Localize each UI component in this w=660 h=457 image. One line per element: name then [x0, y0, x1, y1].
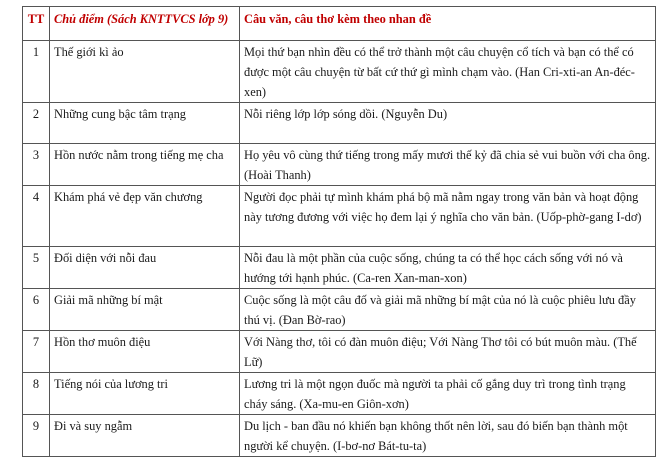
row-quote-text: Người đọc phải tự mình khám phá bộ mã nằm ngay trong văn bản và hoạt động này tương đương với việc họ đem lại ý nghĩa cho văn bản. (Uốp-phờ-gang I-dơ) — [244, 190, 642, 224]
row-number — [23, 331, 50, 373]
row-theme-text: Đi và suy ngẫm — [54, 419, 133, 433]
row-quote-text: Cuộc sống là một câu đố và giải mã những bí mật của nó là cuộc phiêu lưu đầy thú vị. (Đan Bờ-rao) — [244, 293, 636, 327]
row-number-text: 6 — [32, 293, 40, 307]
row-quote-text: Nỗi đau là một phần của cuộc sống, chúng ta có thể học cách sống với nó và hướng tới hạnh phúc. (Ca-ren Xan-man-xon) — [244, 251, 623, 285]
row-theme — [50, 186, 240, 247]
row-theme-text: Hồn nước nằm trong tiếng mẹ cha — [54, 148, 224, 162]
table-row — [23, 41, 656, 103]
row-quote-text: Mọi thứ bạn nhìn đều có thể trở thành một câu chuyện cổ tích và bạn có thể có được một câu chuyện từ bất cứ thứ gì mình chạm vào. (Han Cri-xti-an An-đéc-xen) — [244, 45, 635, 99]
row-quote-text: Họ yêu vô cùng thứ tiếng trong mấy mươi thế kỷ đã chia sẻ vui buồn với cha ông. (Hoài Thanh) — [244, 148, 651, 182]
row-theme — [50, 331, 240, 373]
row-theme-text: Những cung bậc tâm trạng — [54, 107, 186, 121]
row-quote-text: Nỗi riêng lớp lớp sóng dồi. (Nguyễn Du) — [244, 107, 448, 121]
row-quote — [240, 41, 656, 103]
row-number — [23, 186, 50, 247]
row-number-text: 7 — [32, 335, 40, 349]
row-quote — [240, 289, 656, 331]
row-theme — [50, 373, 240, 415]
row-number-text: 3 — [32, 148, 40, 162]
table-header-row — [23, 7, 656, 41]
table-row — [23, 415, 656, 457]
table-row — [23, 103, 656, 144]
table-row — [23, 289, 656, 331]
row-number — [23, 103, 50, 144]
row-quote — [240, 415, 656, 457]
row-theme-text: Giải mã những bí mật — [54, 293, 163, 307]
row-theme — [50, 289, 240, 331]
row-number-text: 5 — [32, 251, 40, 265]
row-number-text: 2 — [32, 107, 40, 121]
row-theme — [50, 415, 240, 457]
table-row — [23, 247, 656, 289]
row-theme-text: Hồn thơ muôn điệu — [54, 335, 151, 349]
header-tt: TT — [23, 7, 50, 41]
row-theme-text: Thế giới kì ảo — [54, 45, 124, 59]
table-row — [23, 373, 656, 415]
row-number-text: 1 — [32, 45, 40, 59]
table-row — [23, 144, 656, 186]
row-theme — [50, 144, 240, 186]
table-row — [23, 331, 656, 373]
row-quote — [240, 144, 656, 186]
row-theme — [50, 41, 240, 103]
row-quote-text: Lương tri là một ngọn đuốc mà người ta phải cố gắng duy trì trong tình trạng cháy sáng. (Xa-mu-en Giôn-xơn) — [244, 377, 626, 411]
table-row — [23, 186, 656, 247]
row-number-text: 4 — [32, 190, 40, 204]
row-quote — [240, 186, 656, 247]
row-number — [23, 373, 50, 415]
row-number — [23, 41, 50, 103]
row-theme-text: Đối diện với nỗi đau — [54, 251, 157, 265]
row-number — [23, 415, 50, 457]
row-quote-text: Với Nàng thơ, tôi có đàn muôn điệu; Với Nàng Thơ tôi có bút muôn màu. (Thế Lữ) — [244, 335, 637, 369]
header-theme: Chủ điểm (Sách KNTTVCS lớp 9) — [50, 7, 240, 41]
row-quote — [240, 103, 656, 144]
row-number — [23, 247, 50, 289]
row-theme-text: Tiếng nói của lương tri — [54, 377, 168, 391]
row-quote — [240, 331, 656, 373]
header-quote: Câu văn, câu thơ kèm theo nhan đề — [240, 7, 656, 41]
row-theme-text: Khám phá vẻ đẹp văn chương — [54, 190, 203, 204]
row-number-text: 8 — [32, 377, 40, 391]
row-number — [23, 144, 50, 186]
row-quote — [240, 247, 656, 289]
row-number — [23, 289, 50, 331]
row-quote-text: Du lịch - ban đầu nó khiến bạn không thốt nên lời, sau đó biến bạn thành một người kể chuyện. (I-bơ-nơ Bát-tu-ta) — [244, 419, 628, 453]
row-quote — [240, 373, 656, 415]
row-number-text: 9 — [32, 419, 40, 433]
row-theme — [50, 247, 240, 289]
themes-table — [22, 6, 656, 457]
row-theme — [50, 103, 240, 144]
